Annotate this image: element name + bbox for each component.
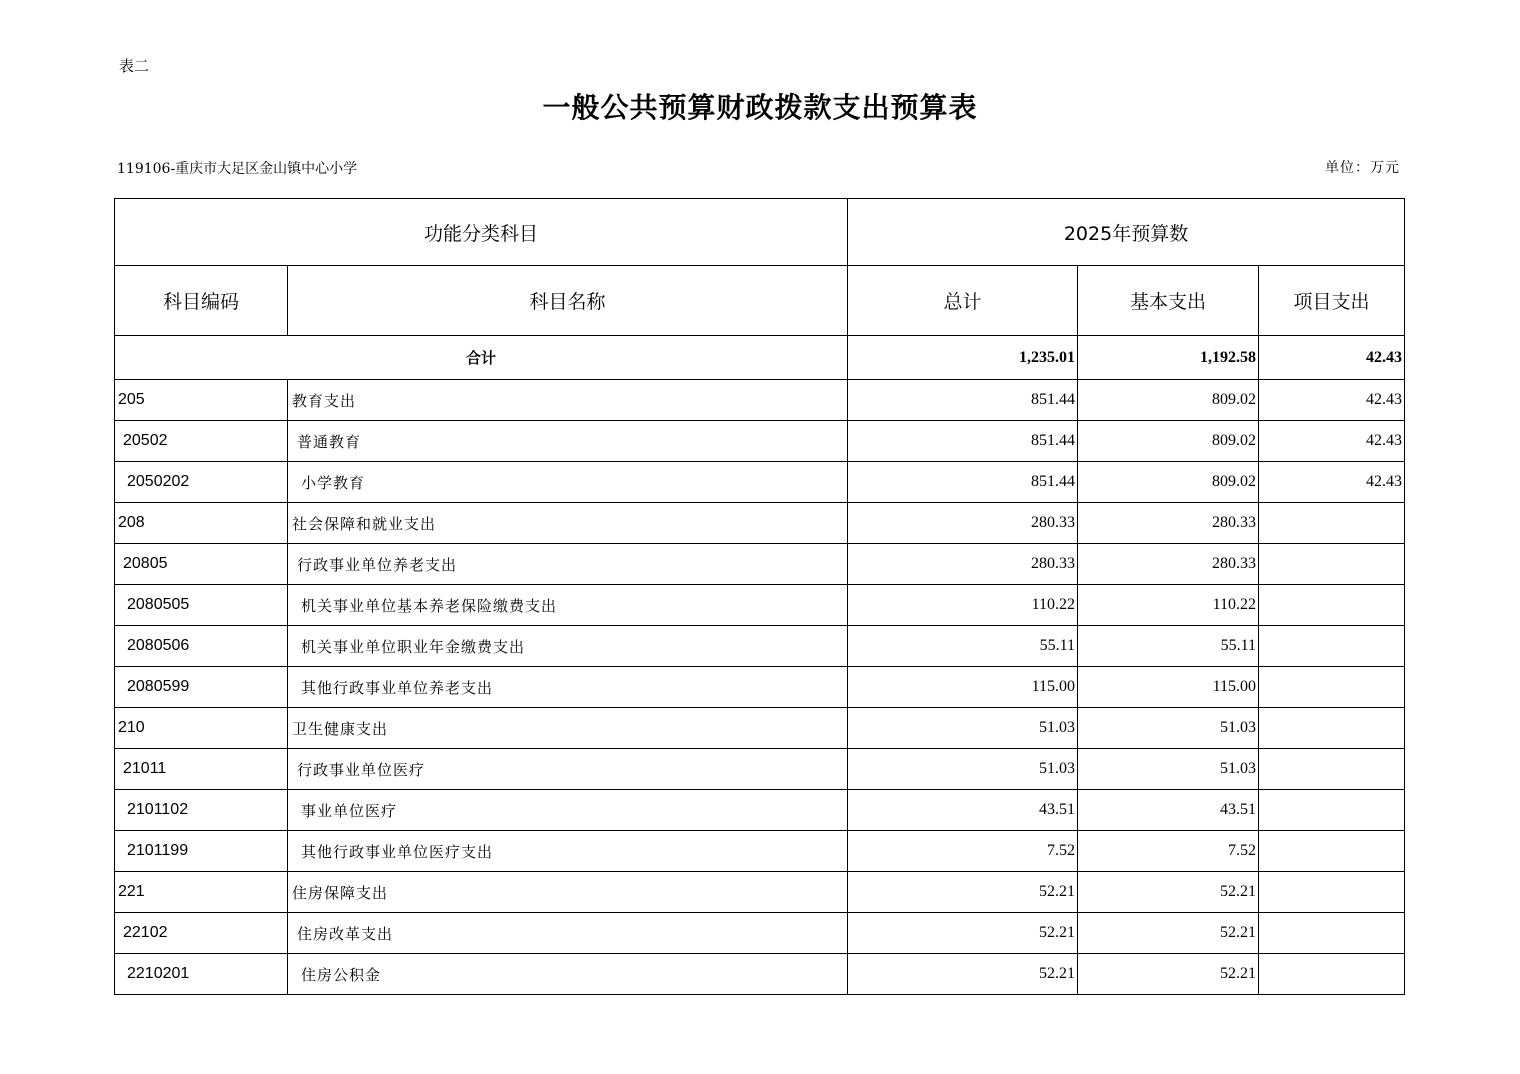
- code-cell: 20805: [115, 544, 288, 585]
- code-cell: 2080599: [115, 667, 288, 708]
- total-cell: 55.11: [848, 626, 1078, 667]
- project-cell: [1259, 667, 1405, 708]
- header-name: 科目名称: [288, 266, 848, 336]
- total-cell: 851.44: [848, 462, 1078, 503]
- name-cell: 事业单位医疗: [288, 790, 848, 831]
- unit-name: 119106-重庆市大足区金山镇中心小学: [117, 161, 358, 177]
- basic-cell: 809.02: [1078, 380, 1259, 421]
- table-row: [115, 913, 1405, 954]
- header-project: 项目支出: [1259, 266, 1405, 336]
- total-cell: 280.33: [848, 503, 1078, 544]
- table-row: [115, 421, 1405, 462]
- project-cell: [1259, 585, 1405, 626]
- total-cell: 280.33: [848, 544, 1078, 585]
- project-cell: [1259, 872, 1405, 913]
- name-cell: 卫生健康支出: [288, 708, 848, 749]
- table-label: 表二: [119, 57, 150, 75]
- project-cell: 42.43: [1259, 421, 1405, 462]
- code-cell: 221: [115, 872, 288, 913]
- project-cell: [1259, 831, 1405, 872]
- project-cell: [1259, 913, 1405, 954]
- table-row: [115, 462, 1405, 503]
- total-cell: 851.44: [848, 380, 1078, 421]
- table-row: [115, 708, 1405, 749]
- code-cell: 2080505: [115, 585, 288, 626]
- code-cell: 2101199: [115, 831, 288, 872]
- table-row: [115, 626, 1405, 667]
- total-cell: 51.03: [848, 749, 1078, 790]
- basic-cell: 55.11: [1078, 626, 1259, 667]
- basic-cell: 52.21: [1078, 954, 1259, 995]
- header-basic: 基本支出: [1078, 266, 1259, 336]
- table-row: [115, 380, 1405, 421]
- name-cell: 机关事业单位基本养老保险缴费支出: [288, 585, 848, 626]
- table-row: [115, 790, 1405, 831]
- basic-cell: 51.03: [1078, 749, 1259, 790]
- table-row: [115, 585, 1405, 626]
- name-cell: 机关事业单位职业年金缴费支出: [288, 626, 848, 667]
- header-total: 总计: [848, 266, 1078, 336]
- table-row: [115, 503, 1405, 544]
- name-cell: 社会保障和就业支出: [288, 503, 848, 544]
- page-title: 一般公共预算财政拨款支出预算表: [542, 91, 978, 124]
- total-row: [115, 336, 1405, 380]
- total-cell: 115.00: [848, 667, 1078, 708]
- total-cell: 51.03: [848, 708, 1078, 749]
- basic-cell: 110.22: [1078, 585, 1259, 626]
- code-cell: 208: [115, 503, 288, 544]
- project-cell: 42.43: [1259, 462, 1405, 503]
- code-cell: 21011: [115, 749, 288, 790]
- basic-cell: 52.21: [1078, 872, 1259, 913]
- project-cell: 42.43: [1259, 380, 1405, 421]
- table-row: [115, 667, 1405, 708]
- project-cell: [1259, 626, 1405, 667]
- basic-cell: 52.21: [1078, 913, 1259, 954]
- name-cell: 教育支出: [288, 380, 848, 421]
- group-header-row: [115, 199, 1405, 266]
- project-cell: [1259, 503, 1405, 544]
- basic-cell: 809.02: [1078, 421, 1259, 462]
- budget-table: [114, 198, 1405, 995]
- name-cell: 住房保障支出: [288, 872, 848, 913]
- basic-cell: 280.33: [1078, 544, 1259, 585]
- basic-cell: 51.03: [1078, 708, 1259, 749]
- basic-cell: 115.00: [1078, 667, 1259, 708]
- basic-cell: 43.51: [1078, 790, 1259, 831]
- code-cell: 210: [115, 708, 288, 749]
- basic-cell: 280.33: [1078, 503, 1259, 544]
- unit-label: 单位：万元: [1325, 160, 1400, 176]
- basic-cell: 809.02: [1078, 462, 1259, 503]
- code-cell: 2101102: [115, 790, 288, 831]
- table-row: [115, 872, 1405, 913]
- table-row: [115, 954, 1405, 995]
- project-cell: [1259, 749, 1405, 790]
- code-cell: 20502: [115, 421, 288, 462]
- name-cell: 其他行政事业单位养老支出: [288, 667, 848, 708]
- code-cell: 2050202: [115, 462, 288, 503]
- project-cell: [1259, 708, 1405, 749]
- header-code: 科目编码: [115, 266, 288, 336]
- total-cell: 110.22: [848, 585, 1078, 626]
- total-cell: 7.52: [848, 831, 1078, 872]
- total-cell: 52.21: [848, 872, 1078, 913]
- total-basic-cell: 1,192.58: [1078, 336, 1259, 380]
- project-cell: [1259, 544, 1405, 585]
- total-label: 合计: [115, 336, 848, 380]
- project-cell: [1259, 790, 1405, 831]
- name-cell: 小学教育: [288, 462, 848, 503]
- name-cell: 住房改革支出: [288, 913, 848, 954]
- code-cell: 2080506: [115, 626, 288, 667]
- name-cell: 普通教育: [288, 421, 848, 462]
- name-cell: 其他行政事业单位医疗支出: [288, 831, 848, 872]
- basic-cell: 7.52: [1078, 831, 1259, 872]
- total-cell: 52.21: [848, 954, 1078, 995]
- name-cell: 行政事业单位医疗: [288, 749, 848, 790]
- project-cell: [1259, 954, 1405, 995]
- column-header-row: [115, 266, 1405, 336]
- table-body: [115, 336, 1405, 995]
- table-row: [115, 544, 1405, 585]
- total-total-cell: 1,235.01: [848, 336, 1078, 380]
- name-cell: 住房公积金: [288, 954, 848, 995]
- code-cell: 22102: [115, 913, 288, 954]
- header-budget-year: 2025年预算数: [848, 199, 1405, 266]
- code-cell: 205: [115, 380, 288, 421]
- total-cell: 52.21: [848, 913, 1078, 954]
- total-cell: 43.51: [848, 790, 1078, 831]
- table-row: [115, 749, 1405, 790]
- table-row: [115, 831, 1405, 872]
- code-cell: 2210201: [115, 954, 288, 995]
- total-cell: 851.44: [848, 421, 1078, 462]
- total-project-cell: 42.43: [1259, 336, 1405, 380]
- header-functional-category: 功能分类科目: [115, 199, 848, 266]
- name-cell: 行政事业单位养老支出: [288, 544, 848, 585]
